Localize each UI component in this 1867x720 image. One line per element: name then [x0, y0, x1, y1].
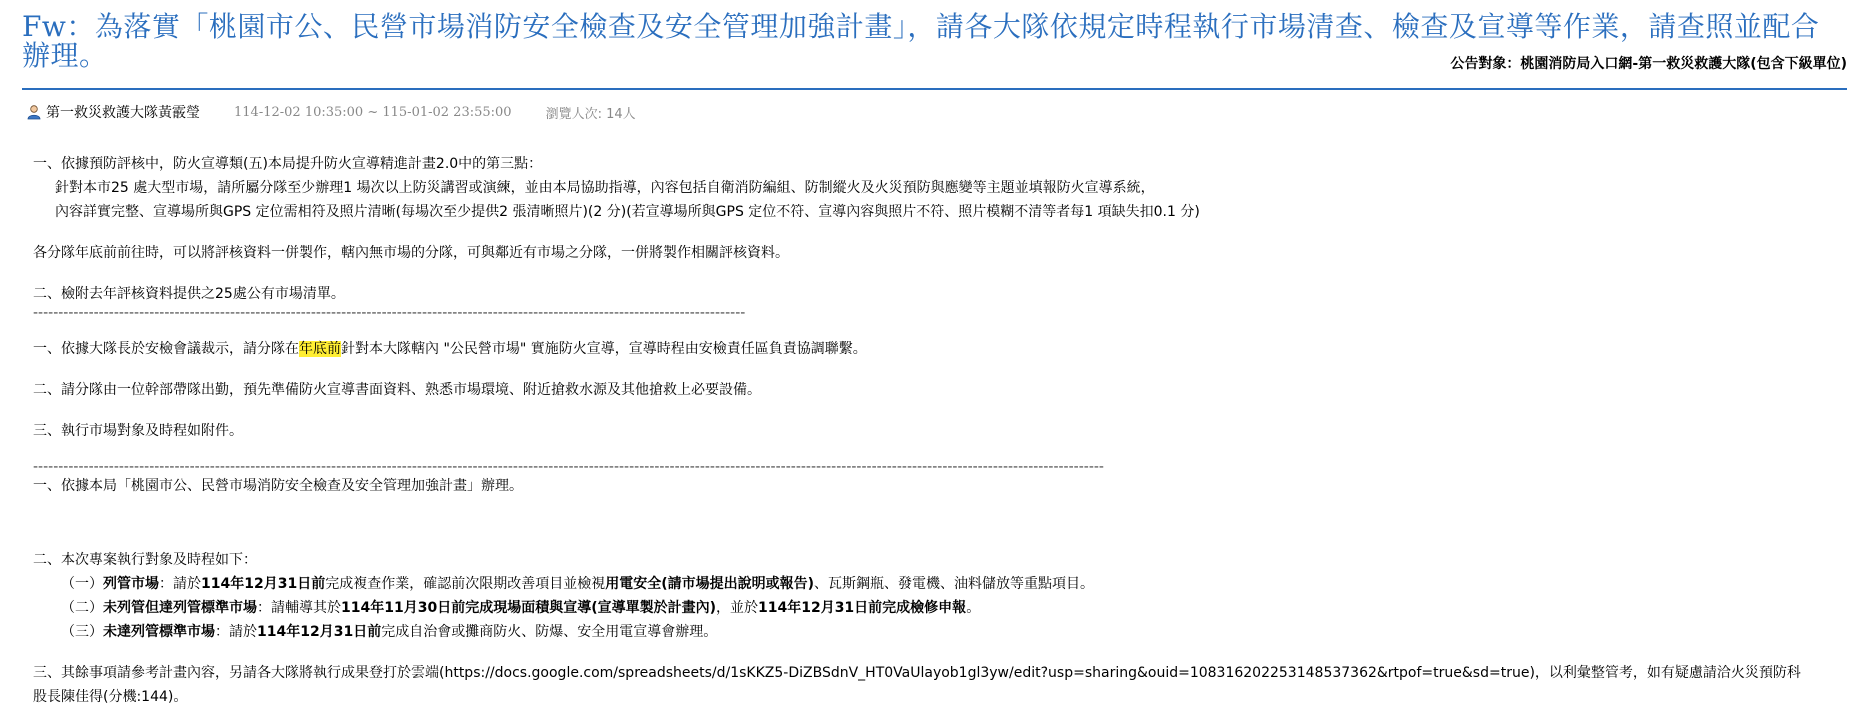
bold-text: 114年11月30日前完成現場面積與宣導(宣導單製於計畫內)	[341, 600, 716, 616]
bold-text: 列管市場	[103, 576, 159, 592]
paragraph: 二、本次專案執行對象及時程如下：	[33, 552, 257, 568]
post-body	[33, 152, 1853, 709]
paragraph: 二、請分隊由一位幹部帶隊出勤，預先準備防火宣導書面資料、熟悉市場環境、附近搶救水源及其他搶救上必要設備。	[33, 382, 761, 398]
highlighted-text: 年底前	[299, 341, 341, 357]
text-span: ：請於	[159, 576, 201, 592]
text-span: ：請輔導其於	[257, 600, 341, 616]
paragraph: 二、檢附去年評核資料提供之25處公有市場清單。	[33, 286, 345, 302]
paragraph: 各分隊年底前前往時，可以將評核資料一併製作，轄內無市場的分隊，可與鄰近有市場之分隊，一併將製作相關評核資料。	[33, 245, 789, 261]
text-span: 、瓦斯鋼瓶、發電機、油料儲放等重點項目。	[814, 576, 1094, 592]
author-name[interactable]: 第一救災救護大隊黃霰瑩	[46, 105, 200, 121]
text-span: ，並於	[715, 600, 758, 616]
list-marker: （二）	[61, 600, 103, 616]
list-item	[33, 596, 1853, 620]
bold-text: 用電安全(請市場提出說明或報告)	[605, 576, 814, 592]
text-span: 。	[966, 600, 981, 616]
text-span: 完成複查作業，確認前次限期改善項目並檢視	[325, 576, 606, 592]
separator-line: --------------------------------------------------------------------------------------------------------------------------------------------------------------------------------------------------------------------	[33, 460, 1104, 474]
paragraph	[33, 337, 1853, 361]
audience-label: 公告對象：桃園消防局入口網-第一救災救護大隊(包含下級單位)	[1450, 56, 1847, 72]
text-span: 三、其餘事項請參考計畫內容，另請各大隊將執行成果登打於雲端(https://docs.google.com/spreadsheets/d/1sKKZ5-DiZBSdnV_HT0VaUlayob1gl3yw/edit?usp=sharing&ouid=108316202253148537362&rtpof=true&sd=true)，以利彙整管考，如有疑慮請洽火災預防科	[33, 665, 1801, 681]
list-item	[33, 620, 1853, 644]
list-marker: （三）	[61, 624, 103, 640]
paragraph: 一、依據預防評核中，防火宣導類(五)本局提升防火宣導精進計畫2.0中的第三點：	[33, 156, 543, 172]
text-span: 一、依據大隊長於安檢會議裁示，請分隊在	[33, 341, 299, 357]
list-item	[33, 572, 1853, 596]
text-span: 股長陳佳得(分機:144)。	[33, 689, 188, 705]
paragraph: 針對本市25 處大型市場，請所屬分隊至少辦理1 場次以上防災講習或演練，並由本局協助指導，內容包括自衛消防編組、防制縱火及火災預防與應變等主題並填報防火宣導系統，	[55, 180, 1155, 196]
paragraph: 一、依據本局「桃園市公、民營市場消防安全檢查及安全管理加強計畫」辦理。	[33, 478, 523, 494]
bold-text: 114年12月31日前完成檢修申報	[757, 600, 967, 616]
post-title: Fw：為落實「桃園市公、民營市場消防安全檢查及安全管理加強計畫」，請各大隊依規定時程執行市場清查、檢查及宣導等作業，請查照並配合辦理。	[22, 10, 1820, 72]
user-icon	[26, 104, 42, 120]
separator-line: ---------------------------------------------------------------------------------------------------------------------------------------------	[33, 306, 746, 320]
post-meta	[26, 102, 636, 122]
text-span: ：請於	[215, 624, 257, 640]
title-divider	[22, 88, 1847, 90]
list-marker: （一）	[61, 576, 103, 592]
bold-text: 未達列管標準市場	[103, 624, 215, 640]
view-count: 瀏覽人次: 14人	[545, 106, 636, 122]
bold-text: 114年12月31日前	[201, 576, 326, 592]
paragraph	[33, 661, 1853, 709]
post-period: 114-12-02 10:35:00 ~ 115-01-02 23:55:00	[234, 104, 512, 120]
post-header	[22, 12, 1847, 70]
paragraph: 三、執行市場對象及時程如附件。	[33, 423, 243, 439]
bold-text: 未列管但達列管標準市場	[103, 600, 257, 616]
bold-text: 114年12月31日前	[257, 624, 382, 640]
text-span: 針對本大隊轄內 "公民營市場" 實施防火宣導，宣導時程由安檢責任區負責協調聯繫。	[341, 341, 867, 357]
text-span: 完成自治會或攤商防火、防爆、安全用電宣導會辦理。	[381, 624, 718, 640]
paragraph: 內容詳實完整、宣導場所與GPS 定位需相符及照片清晰(每場次至少提供2 張清晰照片)(2 分)(若宣導場所與GPS 定位不符、宣導內容與照片不符、照片模糊不清等者每1 項缺失扣0.1 分)	[55, 204, 1200, 220]
